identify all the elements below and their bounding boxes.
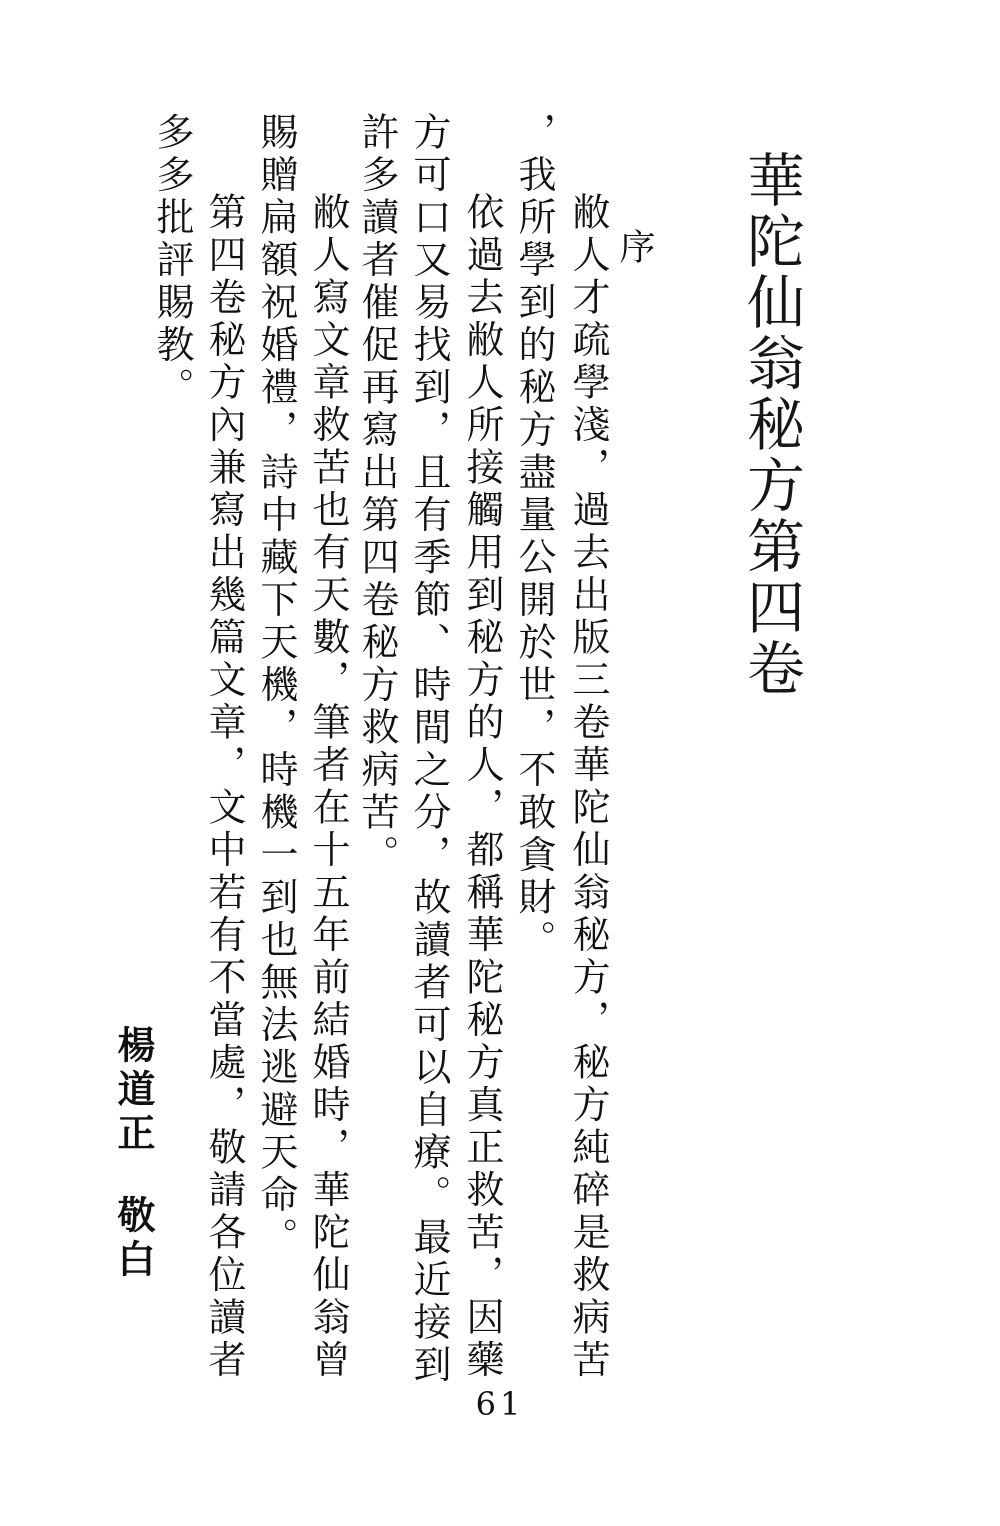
preface-column-1: 敝人才疏學淺，過去出版三卷華陀仙翁秘方，秘方純碎是救病苦	[566, 192, 610, 1382]
preface-column-8: 第四卷秘方內兼寫出幾篇文章，文中若有不當處，敬請各位讀者	[202, 192, 246, 1382]
preface-column-5: 許多讀者催促再寫出第四卷秘方救病苦。	[355, 112, 399, 877]
preface-column-6: 敝人寫文章救苦也有天數，筆者在十五年前結婚時，華陀仙翁曾	[306, 192, 350, 1382]
chapter-title: 華陀仙翁秘方第四卷	[737, 150, 805, 699]
preface-column-2: ，我所學到的秘方盡量公開於世，不敢貪財。	[512, 112, 556, 962]
preface-column-9: 多多批評賜教。	[150, 112, 194, 410]
preface-column-7: 賜贈扁額祝婚禮，詩中藏下天機，時機一到也無法逃避天命。	[254, 112, 298, 1260]
signature-closing: 敬白	[111, 1195, 156, 1283]
preface-column-3: 依過去敝人所接觸用到秘方的人，都稱華陀秘方真正救苦，因藥	[460, 192, 504, 1382]
page-number: 61	[475, 1385, 525, 1423]
preface-heading: 序	[614, 228, 655, 269]
author-name: 楊道正	[111, 1025, 156, 1157]
preface-column-4: 方可口又易找到，且有季節、時間之分，故讀者可以自療。最近接到	[407, 112, 451, 1387]
